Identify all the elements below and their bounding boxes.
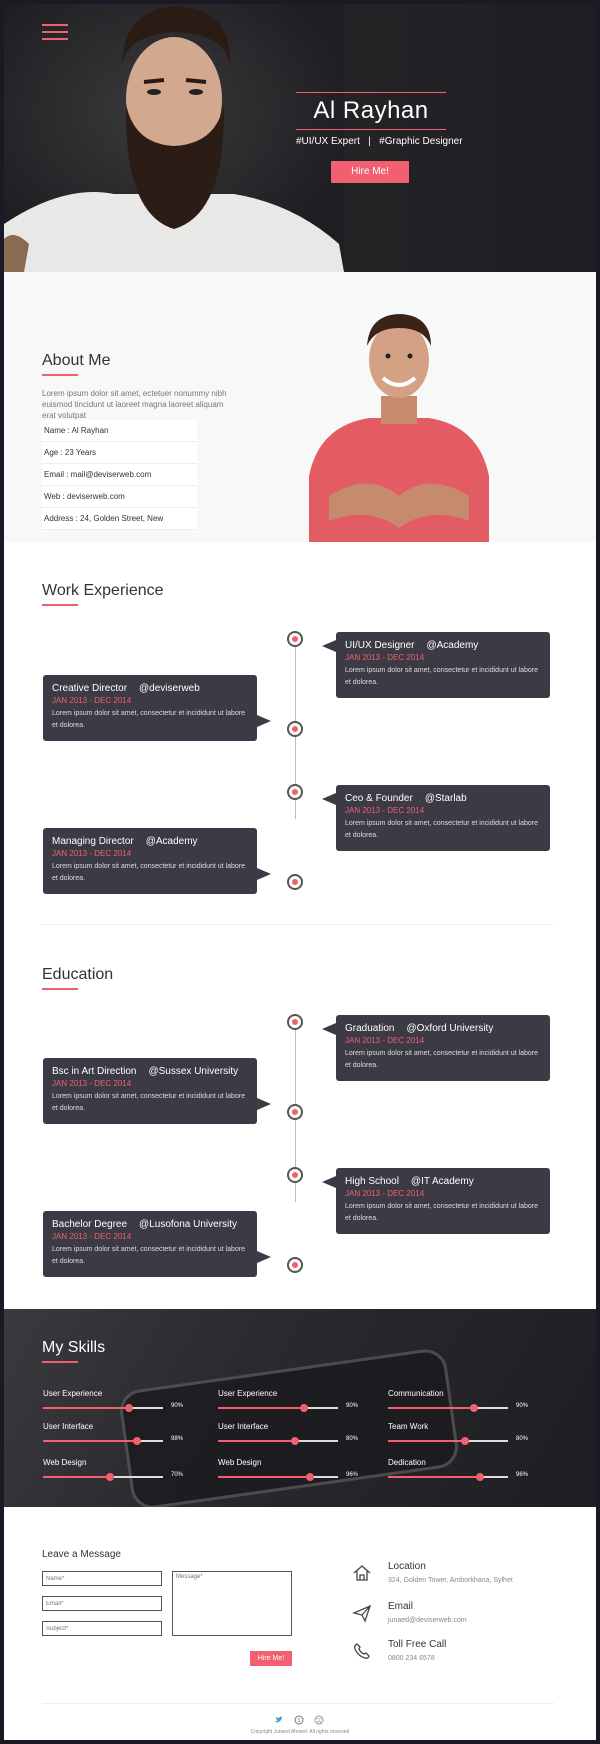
card-org: @Lusofona University [139,1219,238,1230]
card-heading [345,793,541,804]
skill-name: Communication [388,1389,444,1398]
footer-divider [42,1703,554,1704]
skill-percent: 80% [346,1436,359,1442]
phone-value: 0800 234 6578 [388,1655,435,1662]
education-card [336,1015,550,1081]
card-org: @IT Academy [410,1176,474,1187]
location-value: 324, Golden Tower, Amborkhana, Sylhet [388,1577,513,1584]
skill-percent: 90% [516,1403,529,1409]
hero-title-block [296,92,463,147]
timeline-node [287,1104,303,1120]
skill-bar[interactable] [218,1436,359,1442]
skill-name: Team Work [388,1422,429,1431]
card-date: JAN 2013 - DEC 2014 [52,1232,132,1241]
education-title: Education [42,966,114,983]
card-title: Creative Director [52,683,128,694]
info-age: Age : 23 Years [42,442,197,464]
hire-me-button[interactable]: Hire Me! [331,161,409,183]
card-text: Lorem ipsum dolor sit amet, consectetur et incididunt ut labore et dolorea. [345,667,538,686]
about-portrait [309,306,489,542]
skills-section [4,1309,596,1507]
paper-plane-icon [352,1603,372,1623]
about-info-list [42,420,197,530]
hamburger-menu-icon[interactable] [42,24,68,40]
timeline-node [287,631,303,647]
card-date: JAN 2013 - DEC 2014 [52,1079,132,1088]
timeline-node [287,1167,303,1183]
card-text: Lorem ipsum dolor sit amet, consectetur et incididunt ut labore et dolorea. [52,1246,245,1265]
skills-title: My Skills [42,1339,106,1356]
skill-bar-fill [388,1440,465,1442]
timeline-node [287,1257,303,1273]
card-org: @Starlab [424,793,467,804]
card-title: UI/UX Designer [345,640,415,651]
email-title: Email [388,1601,414,1612]
skill-bar[interactable] [388,1472,529,1478]
card-date: JAN 2013 - DEC 2014 [345,806,425,815]
work-card [43,828,257,894]
skill-name: User Experience [218,1389,278,1398]
skill-item [218,1422,359,1442]
info-name: Name : Al Rayhan [42,420,197,442]
skill-item [388,1389,529,1409]
skill-percent: 90% [346,1403,359,1409]
skill-bar[interactable] [218,1403,359,1409]
home-icon [352,1563,372,1583]
card-heading [52,1219,248,1230]
name-input[interactable] [42,1571,162,1586]
card-title: Bsc in Art Direction [52,1066,137,1077]
work-card [336,632,550,698]
hero-bottom-rule [296,129,446,130]
dribbble-icon[interactable] [314,1715,324,1725]
skype-icon[interactable] [294,1715,304,1725]
card-date: JAN 2013 - DEC 2014 [52,696,132,705]
timeline-node [287,874,303,890]
skill-slider-knob[interactable] [470,1404,478,1412]
skill-bar-fill [218,1476,310,1478]
skill-item [218,1458,359,1478]
education-section [4,924,596,1309]
skill-name: Web Design [43,1458,87,1467]
work-card [336,785,550,851]
education-title-underline [42,988,78,990]
work-card [43,675,257,741]
card-heading [52,836,248,847]
card-text: Lorem ipsum dolor sit amet, consectetur et incididunt ut labore et dolorea. [52,1093,245,1112]
card-text: Lorem ipsum dolor sit amet, consectetur et incididunt ut labore et dolorea. [52,710,245,729]
card-heading [52,683,248,694]
skill-name: Web Design [218,1458,262,1467]
send-message-button[interactable]: Hire Me! [250,1651,292,1666]
card-heading [345,1023,541,1034]
skills-title-underline [42,1361,78,1363]
contact-section [4,1507,596,1740]
timeline-node [287,721,303,737]
subject-input[interactable] [42,1621,162,1636]
card-title: Bachelor Degree [52,1219,128,1230]
svg-text:S: S [297,1718,301,1724]
skill-bar-fill [388,1407,474,1409]
about-section [4,272,596,542]
education-card [43,1058,257,1124]
card-title: Ceo & Founder [345,793,413,804]
skill-bar-fill [43,1440,137,1442]
about-description: Lorem ipsum dolor sit amet, ectetuer nonummy nibh euismod tincidunt ut laoreet magna laoreet aliquam erat volutpat [42,389,227,420]
copyright-text: Copyright Junaed Ahmed. All rights reserved [250,1729,350,1735]
card-heading [345,1176,541,1187]
about-title: About Me [42,352,111,369]
skill-percent: 96% [516,1472,529,1478]
card-org: @Academy [145,836,198,847]
card-org: @Sussex University [148,1066,239,1077]
skill-name: Dedication [388,1458,426,1467]
card-title: Managing Director [52,836,134,847]
skill-bar-fill [43,1407,129,1409]
skill-percent: 96% [346,1472,359,1478]
phone-title: Toll Free Call [388,1639,447,1650]
card-date: JAN 2013 - DEC 2014 [52,849,132,858]
skill-name: User Experience [43,1389,103,1398]
card-org: @Oxford University [406,1023,494,1034]
skill-item [388,1458,529,1478]
skill-percent: 98% [171,1436,184,1442]
card-title: Graduation [345,1023,395,1034]
skill-slider-knob[interactable] [476,1473,484,1481]
skill-bar-fill [218,1440,295,1442]
card-date: JAN 2013 - DEC 2014 [345,1036,425,1045]
skill-slider-knob[interactable] [106,1473,114,1481]
skill-item [43,1458,184,1478]
skill-name: User Interface [43,1422,94,1431]
card-org: @Academy [426,640,479,651]
skill-percent: 70% [171,1472,184,1478]
card-heading [52,1066,248,1077]
work-title-underline [42,604,78,606]
timeline-node [287,1014,303,1030]
card-date: JAN 2013 - DEC 2014 [345,1189,425,1198]
hero-portrait [4,4,344,272]
skill-slider-knob[interactable] [291,1437,299,1445]
hero-name: Al Rayhan [313,97,429,124]
message-textarea[interactable] [172,1571,292,1636]
work-section [4,542,596,932]
timeline-node [287,784,303,800]
skill-percent: 90% [171,1403,184,1409]
phone-icon [352,1641,372,1661]
card-org: @deviserweb [139,683,200,694]
skill-percent: 80% [516,1436,529,1442]
education-card [43,1211,257,1277]
card-text: Lorem ipsum dolor sit amet, consectetur et incididunt ut labore et dolorea. [345,820,538,839]
info-email: Email : mail@deviserweb.com [42,464,197,486]
location-title: Location [388,1561,426,1572]
card-date: JAN 2013 - DEC 2014 [345,653,425,662]
skill-bar[interactable] [218,1472,359,1478]
twitter-icon[interactable] [274,1715,284,1725]
education-card [336,1168,550,1234]
resume-page [4,4,596,1740]
card-text: Lorem ipsum dolor sit amet, consectetur et incididunt ut labore et dolorea. [345,1050,538,1069]
card-heading [345,640,541,651]
skill-item [43,1389,184,1409]
skill-bar[interactable] [388,1403,529,1409]
card-text: Lorem ipsum dolor sit amet, consectetur et incididunt ut labore et dolorea. [52,863,245,882]
skill-bar-fill [43,1476,110,1478]
hero-section [4,4,596,272]
skill-bar[interactable] [43,1472,184,1478]
about-title-underline [42,374,78,376]
skill-item [218,1389,359,1409]
card-text: Lorem ipsum dolor sit amet, consectetur et incididunt ut labore et dolorea. [345,1203,538,1222]
skill-bar-fill [388,1476,480,1478]
email-input[interactable] [42,1596,162,1611]
card-title: High School [345,1176,399,1187]
skill-item [388,1422,529,1442]
skill-item [43,1422,184,1442]
work-title: Work Experience [42,582,164,599]
skill-bar[interactable] [43,1436,184,1442]
skill-slider-knob[interactable] [461,1437,469,1445]
info-address: Address : 24, Golden Street, New [42,508,197,530]
skill-bar[interactable] [388,1436,529,1442]
skill-name: User Interface [218,1422,269,1431]
skill-bar-fill [218,1407,304,1409]
hero-tags: #UI/UX Expert | #Graphic Designer [296,136,463,147]
email-value: junaed@deviserweb.com [388,1617,467,1624]
info-web: Web : deviserweb.com [42,486,197,508]
contact-title: Leave a Message [42,1549,121,1560]
skill-bar[interactable] [43,1403,184,1409]
